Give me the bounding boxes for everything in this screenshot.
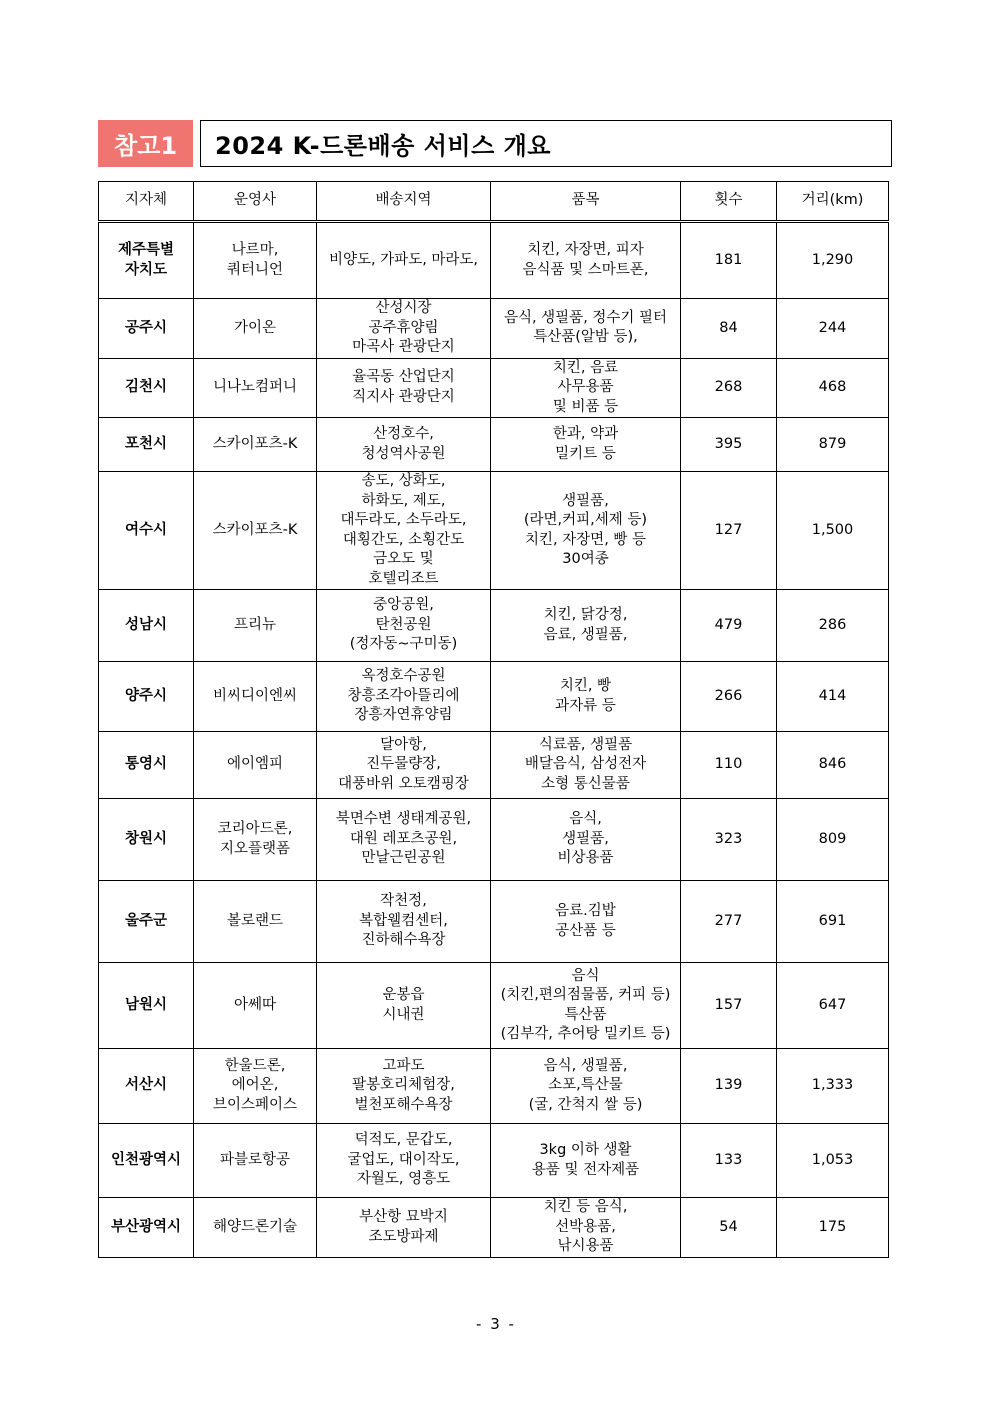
items-cell: 음료.김밥 공산품 등 <box>491 881 681 963</box>
header-region: 지자체 <box>99 182 194 222</box>
table-row <box>99 299 889 359</box>
service-table <box>98 181 889 1258</box>
count-cell: 84 <box>681 299 777 359</box>
area-cell: 부산항 묘박지 조도방파제 <box>317 1198 491 1258</box>
header-operator: 운영사 <box>194 182 317 222</box>
count-cell: 133 <box>681 1124 777 1198</box>
count-cell: 139 <box>681 1049 777 1124</box>
area-cell: 송도, 상화도, 하화도, 제도, 대두라도, 소두라도, 대횡간도, 소횡간도 금오도 및 호텔리조트 <box>317 472 491 590</box>
table-row <box>99 472 889 590</box>
area-cell: 북면수변 생태계공원, 대원 레포츠공원, 만날근린공원 <box>317 799 491 881</box>
items-cell: 음식, 생필품, 비상용품 <box>491 799 681 881</box>
distance-cell: 879 <box>777 418 889 472</box>
table-row <box>99 799 889 881</box>
table-row <box>99 963 889 1049</box>
operator-cell: 파블로항공 <box>194 1124 317 1198</box>
items-cell: 생필품, (라면,커피,세제 등) 치킨, 자장면, 빵 등 30여종 <box>491 472 681 590</box>
region-cell: 김천시 <box>99 358 194 418</box>
distance-cell: 244 <box>777 299 889 359</box>
operator-cell: 코리아드론, 지오플랫폼 <box>194 799 317 881</box>
region-cell: 부산광역시 <box>99 1198 194 1258</box>
items-cell: 치킨, 자장면, 피자 음식품 및 스마트폰, <box>491 222 681 299</box>
count-cell: 266 <box>681 662 777 732</box>
area-cell: 고파도 팔봉호리체험장, 벌천포해수욕장 <box>317 1049 491 1124</box>
table-row <box>99 418 889 472</box>
distance-cell: 647 <box>777 963 889 1049</box>
count-cell: 277 <box>681 881 777 963</box>
distance-cell: 414 <box>777 662 889 732</box>
operator-cell: 볼로랜드 <box>194 881 317 963</box>
region-cell: 성남시 <box>99 590 194 662</box>
count-cell: 110 <box>681 732 777 799</box>
count-cell: 157 <box>681 963 777 1049</box>
table-body <box>99 222 889 1258</box>
region-cell: 제주특별 자치도 <box>99 222 194 299</box>
area-cell: 중앙공원, 탄천공원 (정자동~구미동) <box>317 590 491 662</box>
count-cell: 323 <box>681 799 777 881</box>
operator-cell: 프리뉴 <box>194 590 317 662</box>
table-row <box>99 1049 889 1124</box>
count-cell: 127 <box>681 472 777 590</box>
reference-label: 참고1 <box>98 120 193 167</box>
operator-cell: 스카이포츠-K <box>194 418 317 472</box>
table-row <box>99 732 889 799</box>
count-cell: 181 <box>681 222 777 299</box>
distance-cell: 846 <box>777 732 889 799</box>
distance-cell: 691 <box>777 881 889 963</box>
region-cell: 울주군 <box>99 881 194 963</box>
area-cell: 달아항, 진두물량장, 대풍바위 오토캠핑장 <box>317 732 491 799</box>
region-cell: 포천시 <box>99 418 194 472</box>
items-cell: 식료품, 생필품 배달음식, 삼성전자 소형 통신물품 <box>491 732 681 799</box>
distance-cell: 1,500 <box>777 472 889 590</box>
service-table-container <box>98 181 888 1258</box>
area-cell: 덕적도, 문갑도, 굴업도, 대이작도, 자월도, 영흥도 <box>317 1124 491 1198</box>
count-cell: 54 <box>681 1198 777 1258</box>
header-count: 횟수 <box>681 182 777 222</box>
table-row <box>99 662 889 732</box>
distance-cell: 1,333 <box>777 1049 889 1124</box>
area-cell: 작천정, 복합웰컴센터, 진하해수욕장 <box>317 881 491 963</box>
distance-cell: 286 <box>777 590 889 662</box>
header-items: 품목 <box>491 182 681 222</box>
area-cell: 산정호수, 청성역사공원 <box>317 418 491 472</box>
distance-cell: 1,290 <box>777 222 889 299</box>
table-row <box>99 358 889 418</box>
region-cell: 서산시 <box>99 1049 194 1124</box>
table-row <box>99 1198 889 1258</box>
table-row <box>99 1124 889 1198</box>
area-cell: 산성시장 공주휴양림 마곡사 관광단지 <box>317 299 491 359</box>
distance-cell: 175 <box>777 1198 889 1258</box>
items-cell: 음식, 생필품, 정수기 필터 특산품(알밤 등), <box>491 299 681 359</box>
operator-cell: 해양드론기술 <box>194 1198 317 1258</box>
table-row <box>99 590 889 662</box>
page-header <box>98 120 892 167</box>
region-cell: 공주시 <box>99 299 194 359</box>
operator-cell: 니나노컴퍼니 <box>194 358 317 418</box>
table-row <box>99 881 889 963</box>
count-cell: 395 <box>681 418 777 472</box>
items-cell: 3kg 이하 생활 용품 및 전자제품 <box>491 1124 681 1198</box>
operator-cell: 아쎄따 <box>194 963 317 1049</box>
items-cell: 치킨, 닭강정, 음료, 생필품, <box>491 590 681 662</box>
count-cell: 479 <box>681 590 777 662</box>
region-cell: 남원시 <box>99 963 194 1049</box>
page-number: - 3 - <box>476 1315 516 1333</box>
region-cell: 창원시 <box>99 799 194 881</box>
operator-cell: 가이온 <box>194 299 317 359</box>
items-cell: 치킨, 음료 사무용품 및 비품 등 <box>491 358 681 418</box>
operator-cell: 에이엠피 <box>194 732 317 799</box>
count-cell: 268 <box>681 358 777 418</box>
region-cell: 인천광역시 <box>99 1124 194 1198</box>
operator-cell: 한울드론, 에어온, 브이스페이스 <box>194 1049 317 1124</box>
items-cell: 치킨 등 음식, 선박용품, 낚시용품 <box>491 1198 681 1258</box>
operator-cell: 나르마, 쿼터니언 <box>194 222 317 299</box>
table-header-row <box>99 182 889 222</box>
page-title: 2024 K-드론배송 서비스 개요 <box>200 120 892 167</box>
header-distance: 거리(km) <box>777 182 889 222</box>
distance-cell: 1,053 <box>777 1124 889 1198</box>
items-cell: 음식 (치킨,편의점물품, 커피 등) 특산품 (김부각, 추어탕 밀키트 등) <box>491 963 681 1049</box>
region-cell: 통영시 <box>99 732 194 799</box>
region-cell: 양주시 <box>99 662 194 732</box>
operator-cell: 스카이포츠-K <box>194 472 317 590</box>
area-cell: 율곡동 산업단지 직지사 관광단지 <box>317 358 491 418</box>
area-cell: 비양도, 가파도, 마라도, <box>317 222 491 299</box>
area-cell: 운봉읍 시내권 <box>317 963 491 1049</box>
items-cell: 음식, 생필품, 소포,특산물 (굴, 간척지 쌀 등) <box>491 1049 681 1124</box>
items-cell: 치킨, 빵 과자류 등 <box>491 662 681 732</box>
distance-cell: 468 <box>777 358 889 418</box>
header-area: 배송지역 <box>317 182 491 222</box>
operator-cell: 비씨디이엔씨 <box>194 662 317 732</box>
items-cell: 한과, 약과 밀키트 등 <box>491 418 681 472</box>
table-row <box>99 222 889 299</box>
area-cell: 옥정호수공원 창흥조각아뜰리에 장흥자연휴양림 <box>317 662 491 732</box>
region-cell: 여수시 <box>99 472 194 590</box>
distance-cell: 809 <box>777 799 889 881</box>
